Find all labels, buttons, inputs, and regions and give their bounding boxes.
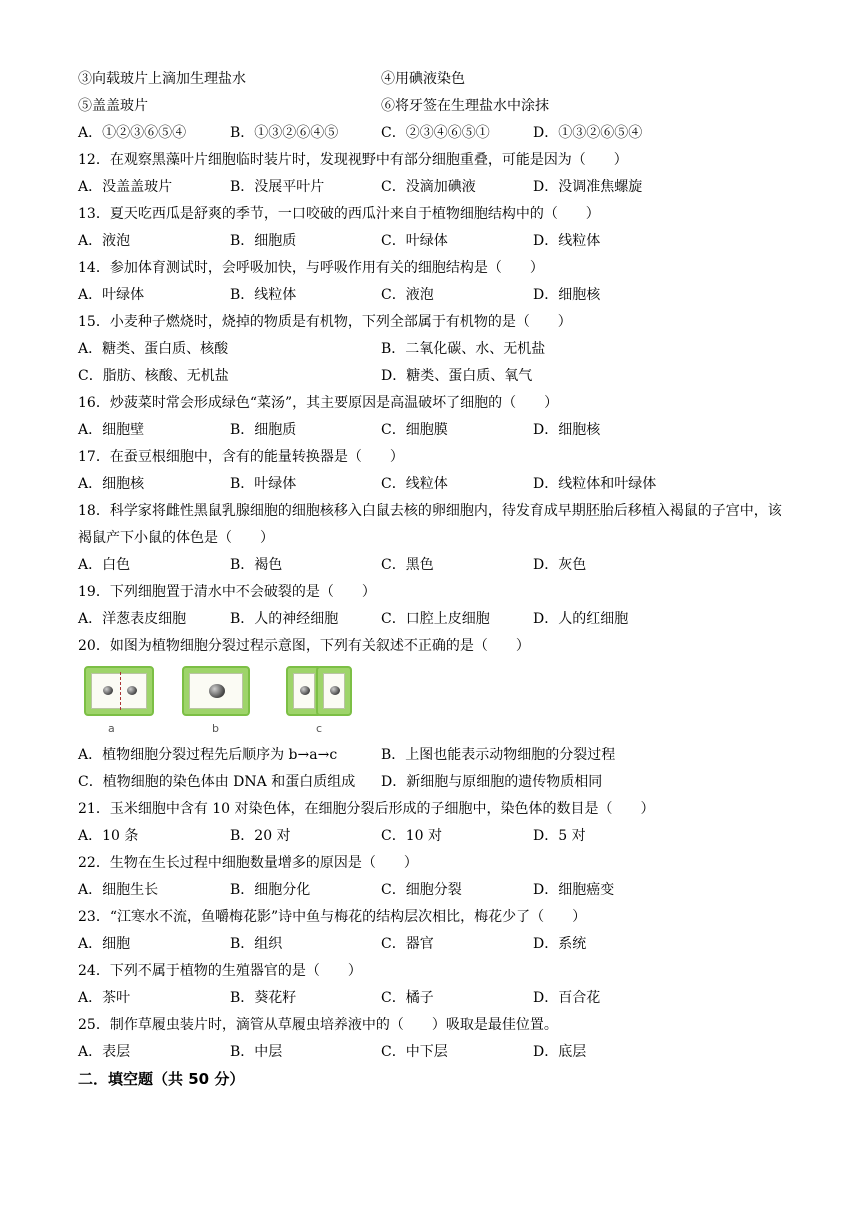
option-a[interactable]: A．白色	[78, 557, 131, 573]
option-b[interactable]: B．人的神经细胞	[230, 611, 339, 627]
q23-options	[78, 931, 798, 958]
cell-c-right-image	[316, 666, 352, 716]
option-c[interactable]: C．线粒体	[381, 476, 448, 492]
option-c[interactable]: C．中下层	[381, 1044, 448, 1060]
q16-stem: 16．炒菠菜时常会形成绿色“菜汤”，其主要原因是高温破坏了细胞的（ ）	[78, 395, 559, 411]
option-d[interactable]: D．5 对	[533, 828, 586, 844]
option-d[interactable]: D．百合花	[533, 990, 601, 1006]
cell-a-image	[84, 666, 154, 716]
option-a[interactable]: A．表层	[78, 1044, 131, 1060]
option-a[interactable]: A．液泡	[78, 233, 131, 249]
option-a[interactable]: A．叶绿体	[78, 287, 145, 303]
q14-stem: 14．参加体育测试时，会呼吸加快，与呼吸作用有关的细胞结构是（ ）	[78, 260, 544, 276]
option-a[interactable]: A．细胞核	[78, 476, 145, 492]
option-d[interactable]: D．底层	[533, 1044, 587, 1060]
option-b[interactable]: B．20 对	[230, 828, 291, 844]
q11-options	[78, 120, 798, 147]
section-heading: 二．填空题（共 50 分）	[78, 1070, 245, 1088]
option-a[interactable]: A．细胞生长	[78, 882, 159, 898]
q25-stem: 25．制作草履虫装片时，滴管从草履虫培养液中的（ ）吸取是最佳位置。	[78, 1017, 558, 1033]
step-3: ③向载玻片上滴加生理盐水	[78, 71, 246, 87]
option-c[interactable]: C．口腔上皮细胞	[381, 611, 490, 627]
option-b[interactable]: B．细胞质	[230, 422, 297, 438]
option-d[interactable]: D．系统	[533, 936, 587, 952]
q13-options	[78, 228, 798, 255]
q21-stem: 21．玉米细胞中含有 10 对染色体，在细胞分裂后形成的子细胞中，染色体的数目是（ ）	[78, 801, 655, 817]
option-d[interactable]: D．细胞核	[533, 422, 601, 438]
option-c[interactable]: C．叶绿体	[381, 233, 448, 249]
option-d[interactable]: D．灰色	[533, 557, 587, 573]
option-a[interactable]: A．洋葱表皮细胞	[78, 611, 187, 627]
option-b[interactable]: B．线粒体	[230, 287, 297, 303]
cell-division-figure	[80, 666, 798, 735]
q15-options-row1	[78, 336, 798, 363]
q21-options	[78, 823, 798, 850]
option-c[interactable]: C．器官	[381, 936, 434, 952]
step-line-2	[78, 93, 798, 120]
option-d[interactable]: D．线粒体	[533, 233, 601, 249]
q14-options	[78, 282, 798, 309]
q18-stem: 18．科学家将雌性黑鼠乳腺细胞的细胞核移入白鼠去核的卵细胞内，待发育成早期胚胎后移植入褐鼠的子宫中，该褐鼠产下小鼠的体色是（ ）	[78, 503, 782, 546]
q12-options	[78, 174, 798, 201]
option-c[interactable]: C．液泡	[381, 287, 434, 303]
q24-stem: 24．下列不属于植物的生殖器官的是（ ）	[78, 963, 362, 979]
option-d[interactable]: D．线粒体和叶绿体	[533, 476, 657, 492]
option-c[interactable]: C．细胞分裂	[381, 882, 462, 898]
option-d[interactable]: D．新细胞与原细胞的遗传物质相同	[381, 774, 603, 790]
option-c[interactable]: C．黑色	[381, 557, 434, 573]
option-c[interactable]: C．橘子	[381, 990, 434, 1006]
q15-stem: 15．小麦种子燃烧时，烧掉的物质是有机物，下列全部属于有机物的是（ ）	[78, 314, 572, 330]
q17-stem: 17．在蚕豆根细胞中，含有的能量转换器是（ ）	[78, 449, 404, 465]
option-c[interactable]: C．②③④⑥⑤①	[381, 125, 490, 141]
q23-stem: 23．“江寒水不流，鱼嚼梅花影”诗中鱼与梅花的结构层次相比，梅花少了（ ）	[78, 909, 587, 925]
q24-options	[78, 985, 798, 1012]
option-b[interactable]: B．褐色	[230, 557, 283, 573]
option-a[interactable]: A．植物细胞分裂过程先后顺序为 b→a→c	[78, 747, 338, 763]
q22-options	[78, 877, 798, 904]
cell-b-image	[182, 666, 250, 716]
exam-page	[78, 66, 798, 1093]
fig-label-b: b	[212, 722, 219, 735]
option-a[interactable]: A．①②③⑥⑤④	[78, 125, 187, 141]
q17-options	[78, 471, 798, 498]
option-b[interactable]: B．①③②⑥④⑤	[230, 125, 339, 141]
q19-stem: 19．下列细胞置于清水中不会破裂的是（ ）	[78, 584, 376, 600]
option-d[interactable]: D．没调准焦螺旋	[533, 179, 643, 195]
option-c[interactable]: C．细胞膜	[381, 422, 448, 438]
option-b[interactable]: B．葵花籽	[230, 990, 297, 1006]
step-6: ⑥将牙签在生理盐水中涂抹	[381, 98, 549, 114]
q13-stem: 13．夏天吃西瓜是舒爽的季节，一口咬破的西瓜汁来自于植物细胞结构中的（ ）	[78, 206, 600, 222]
option-d[interactable]: D．细胞癌变	[533, 882, 615, 898]
option-c[interactable]: C．脂肪、核酸、无机盐	[78, 368, 229, 384]
q25-options	[78, 1039, 798, 1066]
option-a[interactable]: A．茶叶	[78, 990, 131, 1006]
q19-options	[78, 606, 798, 633]
option-b[interactable]: B．叶绿体	[230, 476, 297, 492]
step-5: ⑤盖盖玻片	[78, 98, 148, 114]
q20-options-row2	[78, 769, 798, 796]
option-a[interactable]: A．没盖盖玻片	[78, 179, 173, 195]
option-c[interactable]: C．植物细胞的染色体由 DNA 和蛋白质组成	[78, 774, 356, 790]
option-b[interactable]: B．没展平叶片	[230, 179, 325, 195]
fig-label-c: c	[316, 722, 323, 735]
step-4: ④用碘液染色	[381, 71, 465, 87]
option-b[interactable]: B．中层	[230, 1044, 283, 1060]
option-d[interactable]: D．人的红细胞	[533, 611, 629, 627]
q18-options	[78, 552, 798, 579]
option-b[interactable]: B．细胞分化	[230, 882, 311, 898]
option-a[interactable]: A．糖类、蛋白质、核酸	[78, 341, 229, 357]
q20-options-row1	[78, 742, 798, 769]
fig-label-a: a	[108, 722, 115, 735]
option-a[interactable]: A．10 条	[78, 828, 139, 844]
option-c[interactable]: C．10 对	[381, 828, 442, 844]
option-b[interactable]: B．上图也能表示动物细胞的分裂过程	[381, 747, 616, 763]
option-d[interactable]: D．细胞核	[533, 287, 601, 303]
option-d[interactable]: D．①③②⑥⑤④	[533, 125, 643, 141]
q20-stem: 20．如图为植物细胞分裂过程示意图，下列有关叙述不正确的是（ ）	[78, 638, 530, 654]
step-line-1	[78, 66, 798, 93]
option-a[interactable]: A．细胞壁	[78, 422, 145, 438]
q22-stem: 22．生物在生长过程中细胞数量增多的原因是（ ）	[78, 855, 418, 871]
q16-options	[78, 417, 798, 444]
option-c[interactable]: C．没滴加碘液	[381, 179, 476, 195]
option-b[interactable]: B．二氧化碳、水、无机盐	[381, 341, 546, 357]
option-b[interactable]: B．组织	[230, 936, 283, 952]
option-b[interactable]: B．细胞质	[230, 233, 297, 249]
q15-options-row2	[78, 363, 798, 390]
option-a[interactable]: A．细胞	[78, 936, 131, 952]
option-d[interactable]: D．糖类、蛋白质、氧气	[381, 368, 533, 384]
q12-stem: 12．在观察黑藻叶片细胞临时装片时，发现视野中有部分细胞重叠，可能是因为（ ）	[78, 152, 628, 168]
